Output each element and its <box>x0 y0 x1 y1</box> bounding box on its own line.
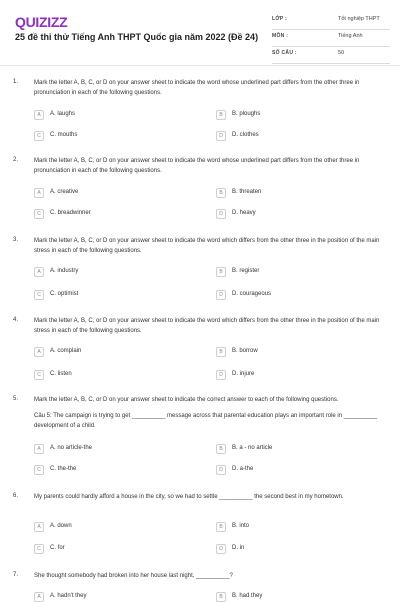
option-text: B. a - no article <box>232 445 273 451</box>
header-divider <box>0 65 400 66</box>
option-letter-box: D <box>216 131 226 141</box>
option-text: C. the-the <box>50 466 77 472</box>
question-text: She thought somebody had broken into her house last night, __________? <box>34 573 233 579</box>
option-letter-box: D <box>216 465 226 475</box>
option-text: A. industry <box>50 268 79 274</box>
question-number: 6. <box>13 493 19 499</box>
option-letter-box: C <box>34 131 44 141</box>
option-letter-box: A <box>34 188 44 198</box>
option-text: B. borrow <box>232 348 258 354</box>
meta-row-class <box>272 13 390 30</box>
meta-label: SỐ CÂU : <box>272 50 297 56</box>
option-letter-box: A <box>34 444 44 454</box>
meta-row-subject <box>272 30 390 47</box>
option-text: D. heavy <box>232 210 256 216</box>
question-stem: Câu 5: The campaign is trying to get __________ message across that parental education plays an important role in __________ development of a child. <box>34 413 378 429</box>
option-text: A. no article-the <box>50 445 93 451</box>
option-letter-box: C <box>34 544 44 554</box>
option-text: B. threaten <box>232 189 262 195</box>
quizizz-logo: QUIZIZZ <box>15 14 68 30</box>
question-text: Mark the letter A, B, C, or D on your answer sheet to indicate the word whose underlined part differs from the other three in pronunciation in each of the following questions. <box>34 80 360 96</box>
option-text: A. laughs <box>50 111 76 117</box>
option-text: C. optimist <box>50 291 79 297</box>
option-text: C. listen <box>50 371 72 377</box>
option-text: B. had they <box>232 593 263 599</box>
question-number: 7. <box>13 572 19 578</box>
meta-label: LỚP : <box>272 16 288 22</box>
question-number: 4. <box>13 317 19 323</box>
option-letter-box: A <box>34 592 44 602</box>
option-letter-box: B <box>216 110 226 120</box>
option-letter-box: D <box>216 290 226 300</box>
option-text: D. in <box>232 545 245 551</box>
option-text: C. breadwinner <box>50 210 91 216</box>
option-letter-box: B <box>216 444 226 454</box>
option-letter-box: C <box>34 290 44 300</box>
question-text: Mark the letter A, B, C, or D on your answer sheet to indicate the word whose underlined part differs from the other three in pronunciation in each of the following questions. <box>34 158 360 174</box>
worksheet-title: 25 đề thi thử Tiếng Anh THPT Quốc gia năm 2022 (Đề 24) <box>15 32 259 42</box>
option-text: C. mouths <box>50 132 78 138</box>
option-letter-box: D <box>216 370 226 380</box>
option-letter-box: A <box>34 267 44 277</box>
option-text: B. register <box>232 268 260 274</box>
option-letter-box: B <box>216 188 226 198</box>
option-letter-box: A <box>34 347 44 357</box>
option-text: D. courageous <box>232 291 272 297</box>
option-text: A. complain <box>50 348 82 354</box>
option-text: B. ploughs <box>232 111 261 117</box>
option-letter-box: A <box>34 110 44 120</box>
question-text: Mark the letter A, B, C, or D on your answer sheet to indicate the word which differs from the other three in the position of the main stress in each of the following questions. <box>34 238 380 254</box>
option-letter-box: A <box>34 522 44 532</box>
option-letter-box: B <box>216 592 226 602</box>
option-letter-box: C <box>34 209 44 219</box>
question-text: Mark the letter A, B, C, or D on your answer sheet to indicate the word which differs from the other three in the position of the main stress in each of the following questions. <box>34 318 380 334</box>
option-letter-box: D <box>216 209 226 219</box>
option-letter-box: B <box>216 522 226 532</box>
meta-value: Tiếng Anh <box>338 33 363 39</box>
option-letter-box: D <box>216 544 226 554</box>
option-text: D. injure <box>232 371 255 377</box>
option-text: A. hadn't they <box>50 593 87 599</box>
question-number: 1. <box>13 79 19 85</box>
worksheet-meta <box>272 13 390 64</box>
option-text: D. a-the <box>232 466 254 472</box>
option-text: A. creative <box>50 189 79 195</box>
option-text: C. for <box>50 545 65 551</box>
question-number: 5. <box>13 396 19 402</box>
meta-value: Tốt nghiệp THPT <box>338 16 380 22</box>
option-letter-box: C <box>34 370 44 380</box>
option-letter-box: B <box>216 347 226 357</box>
option-text: B. into <box>232 523 250 529</box>
option-letter-box: C <box>34 465 44 475</box>
option-text: D. clothes <box>232 132 259 138</box>
question-text: My parents could hardly afford a house in the city, so we had to settle __________ the second best in my hometown. <box>34 494 344 500</box>
meta-label: MÔN : <box>272 33 289 39</box>
worksheet-header <box>0 0 400 64</box>
question-number: 3. <box>13 237 19 243</box>
meta-row-question-count <box>272 47 390 64</box>
question-number: 2. <box>13 157 19 163</box>
meta-value: 50 <box>338 50 345 56</box>
question-text: Mark the letter A, B, C, or D on your answer sheet to indicate the correct answer to each of the following questions. <box>34 397 339 403</box>
option-text: A. down <box>50 523 72 529</box>
option-letter-box: B <box>216 267 226 277</box>
